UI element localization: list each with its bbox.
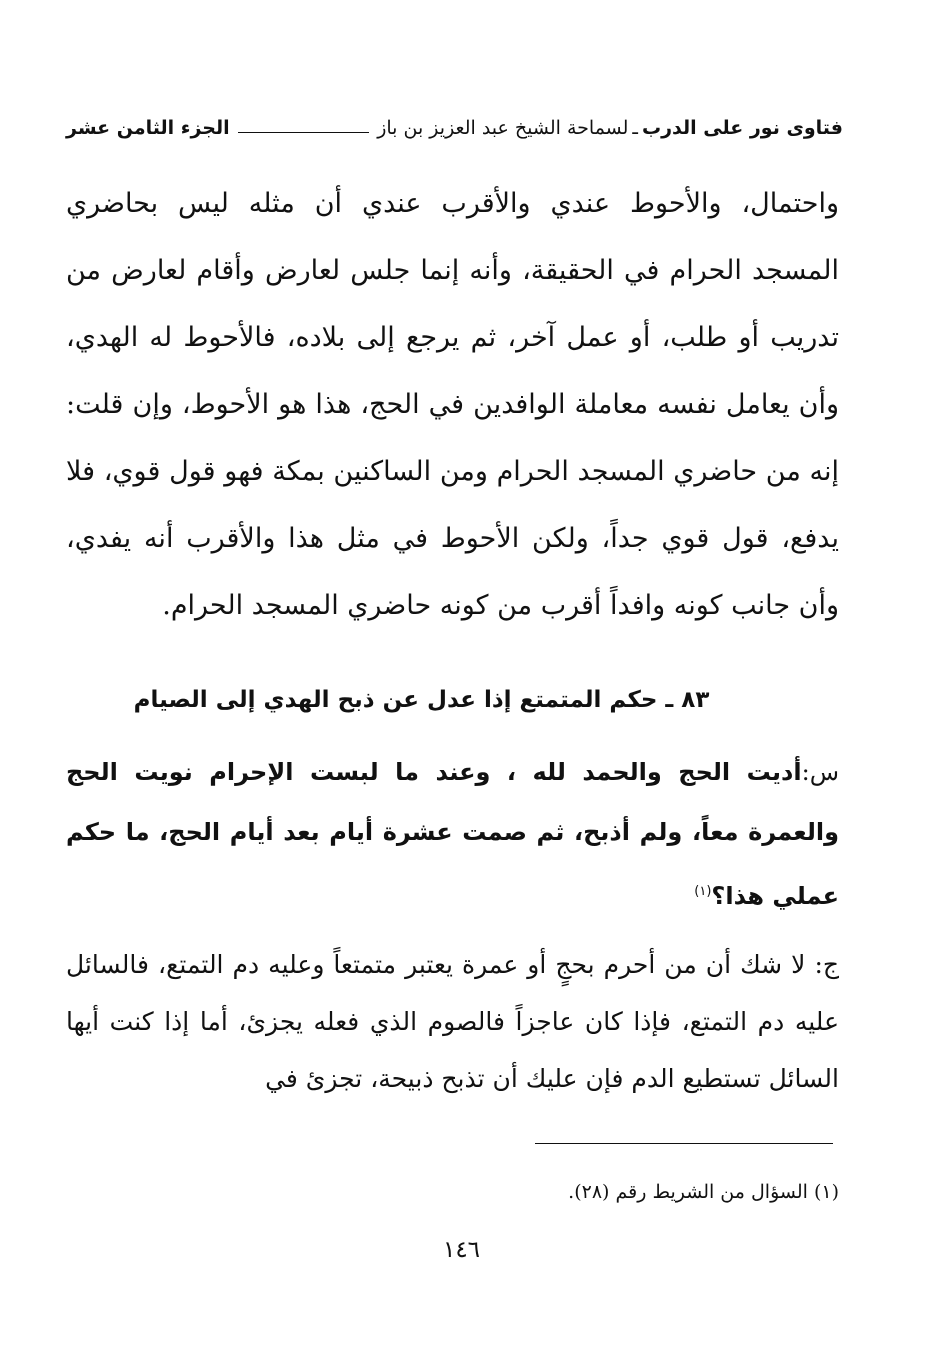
header-author: لسماحة الشيخ عبد العزيز بن باز	[377, 117, 629, 139]
body-paragraph: واحتمال، والأحوط عندي والأقرب عندي أن مثله ليس بحاضري المسجد الحرام في الحقيقة، وأنه إنما جلس لعارض وأقام لعارض من تدريب أو طلب، أو عمل آخر، ثم يرجع إلى بلاده، فالأحوط له الهدي، وأن يعامل نفسه معاملة الوافدين في الحج، هذا هو الأحوط، وإن قلت: إنه من حاضري المسجد الحرام ومن الساكنين بمكة فهو قول قوي، فلا يدفع، قول قوي جداً، ولكن الأحوط في مثل هذا والأقرب أنه يفدي، وأن جانب كونه وافداً أقرب من كونه حاضري المسجد الحرام.	[66, 188, 839, 621]
answer-block: ج: لا شك أن من أحرم بحجٍ أو عمرة يعتبر متمتعاً وعليه دم التمتع، فالسائل عليه دم التمتع، فإذا كان عاجزاً فالصوم الذي فعله يجزئ، أما إذا كنت أيها السائل تستطيع الدم فإن عليك أن تذبح ذبيحة، تجزئ في	[66, 950, 840, 1093]
question-text: أديت الحج والحمد لله ، وعند ما لبست الإحرام نويت الحج والعمرة معاً، ولم أذبح، ثم صمت عشرة أيام بعد أيام الحج، ما حكم عملي هذا؟	[66, 758, 839, 910]
page-number: ١٤٦	[442, 1237, 481, 1263]
question-block	[66, 742, 839, 926]
running-header	[66, 112, 843, 144]
question-prefix: س:	[801, 758, 839, 786]
header-book-title: فتاوى نور على الدرب	[642, 117, 843, 139]
header-separator: ـ	[632, 117, 638, 139]
section-title: ٨٣ ـ حكم المتمتع إذا عدل عن ذبح الهدي إلى الصيام	[133, 687, 710, 713]
footnote-divider	[535, 1143, 833, 1144]
footnote-text: (١) السؤال من الشريط رقم (٢٨).	[568, 1181, 839, 1203]
header-part: الجزء الثامن عشر	[66, 117, 230, 139]
header-rule	[238, 132, 370, 133]
footnote-reference: (١)	[694, 884, 712, 899]
